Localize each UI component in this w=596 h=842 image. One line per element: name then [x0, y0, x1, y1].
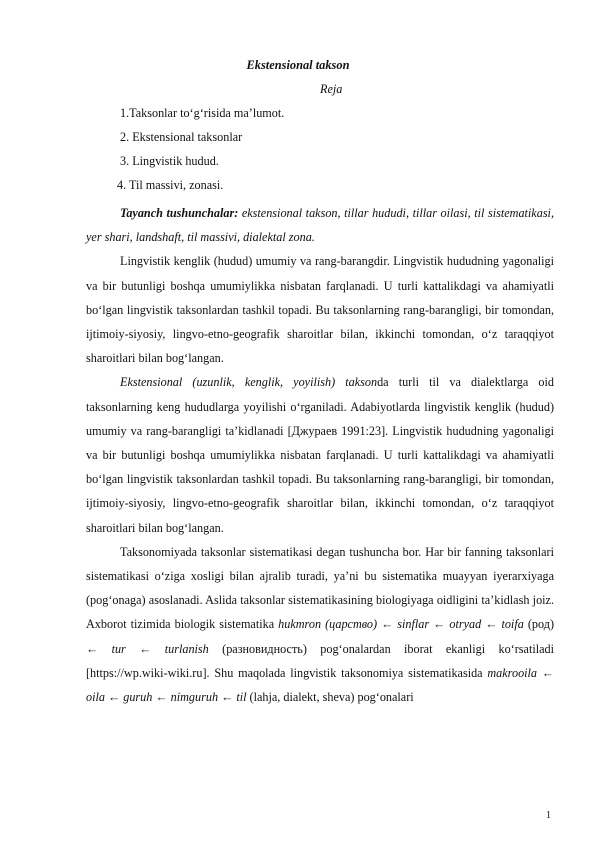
body-text [86, 201, 554, 709]
document-title: Ekstensional takson [246, 58, 350, 72]
paragraph-3-text-b: (род) [523, 617, 554, 632]
paragraph-3-text-d: (lahja, dialekt, sheva) pog‘onalari [246, 690, 414, 705]
paragraph-2-term: Ekstensional (uzunlik, kenglik, yoyilish) takson [120, 375, 378, 390]
keywords-list: ekstensional takson, tillar hududi, tillar oilasi, til sistematikasi, yer shari, landshaft, til massivi, dialektal zona. [86, 206, 554, 245]
paragraph-1: Lingvistik kenglik (hudud) umumiy va rang-barangdir. Lingvistik hududning yagonaligi va bir butunligi boshqa umumiylikka nisbatan farqlanadi. U turli kattalikdagi va ahamiyatli bo‘lgan lingvistik taksonlardan tashkil topadi. Bu taksonlarning rang-barangligi, bir tomondan, ijtimoiy-siyosiy, lingvo-etno-geografik sharoitlar bilan, ikkinchi tomondan, o‘z taraqqiyot sharoitlari bilan bog‘langan. [86, 254, 554, 366]
paragraph-3-chain-2: ← tur ← turlanish [86, 641, 209, 656]
plan-heading: Reja [320, 82, 343, 96]
page-number: 1 [546, 810, 551, 821]
plan-item-3: 3. Lingvistik hudud. [120, 154, 219, 168]
paragraph-3 [86, 540, 554, 709]
plan-item-4: 4. Til massivi, zonasi. [117, 178, 224, 192]
paragraph-2 [86, 370, 554, 539]
plan-item-1: 1.Taksonlar to‘g‘risida ma’lumot. [120, 106, 285, 120]
paragraph-3-chain-3: makrooila ← oila ← guruh ← nimguruh ← til [86, 665, 554, 705]
plan-item-2: 2. Ekstensional taksonlar [120, 130, 243, 144]
keywords-paragraph [86, 201, 554, 249]
paragraph-3-text-a: Taksonomiyada taksonlar sistematikasi degan tushuncha bor. Har bir fanning taksonlari sistematikasi o‘ziga xosligi bilan ajralib turadi, ya’ni bu sistematika muayyan iyerarxiyaga (pog‘onaga) asoslanadi. Aslida taksonlar sistematikasining biologiyaga oidligini ta’kidlash joiz. Axborot tizimida biologik sistematika [86, 544, 554, 632]
paragraph-3-text-c: (разновидность) pog‘onalardan iborat ekanligi ko‘rsatiladi [https://wp.wiki-wiki.ru]. Shu maqolada lingvistik taksonomiya sistematikasida [86, 641, 554, 680]
keywords-label: Tayanch tushunchalar: [120, 206, 239, 220]
paragraph-2-text: da turli til va dialektlarga oid taksonlarning keng hududlarga yoyilishi o‘rganiladi. Adabiyotlarda lingvistik kenglik (hudud) umumiy va rang-barangligi ta’kidlanadi [Джураев 1991:23]. Lingvistik hududning yagonaligi va bir butunligi boshqa umumiylikka nisbatan farqlanadi. U turli kattalikdagi va ahamiyatli bo‘lgan lingvistik taksonlardan tashkil topadi. Bu taksonlarning rang-barangligi, bir tomondan, ijtimoiy-siyosiy, lingvo-etno-geografik sharoitlar bilan, ikkinchi tomondan, o‘z taraqqiyot sharoitlari bilan bog‘langan. [86, 375, 554, 535]
paragraph-3-chain-1: hukmron (царство) ← sinflar ← otryad ← toifa [278, 617, 524, 632]
